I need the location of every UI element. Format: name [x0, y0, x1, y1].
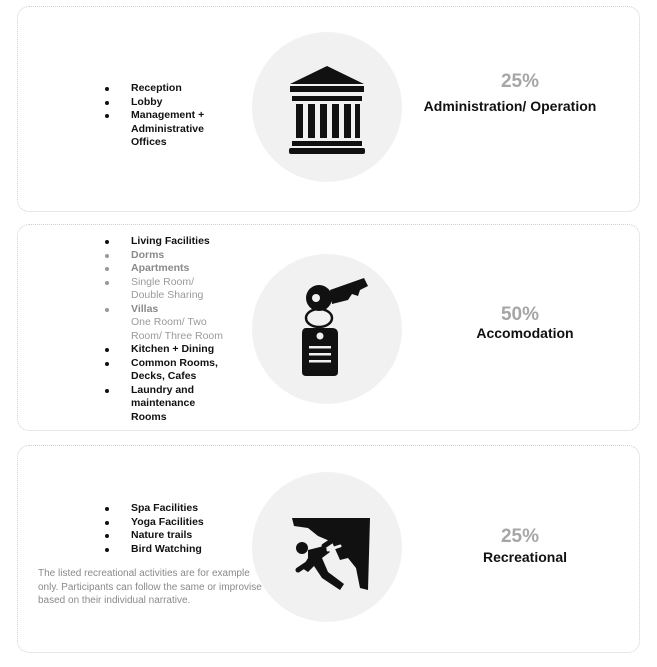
- list-item: One Room/ Two: [131, 316, 207, 328]
- list-item: Apartments: [105, 262, 223, 276]
- administration-list: [105, 82, 204, 150]
- list-item: Villas: [105, 303, 223, 317]
- list-item: Dorms: [105, 249, 223, 263]
- list-item: Rooms: [131, 410, 167, 423]
- list-item: maintenance: [131, 397, 196, 409]
- list-item: Double Sharing: [131, 289, 204, 301]
- list-item: Bird Watching: [105, 543, 204, 557]
- administration-percent: 25%: [500, 71, 540, 92]
- list-item: Offices: [131, 136, 167, 148]
- list-item: Spa Facilities: [105, 502, 204, 516]
- accomodation-title: Accomodation: [476, 325, 574, 341]
- administration-title: Administration/ Operation: [423, 98, 597, 114]
- administration-icon-circle: [252, 32, 402, 182]
- recreational-icon-circle: [252, 472, 402, 622]
- list-item: Laundry and: [105, 384, 223, 398]
- recreational-percent: 25%: [500, 526, 540, 547]
- list-item: Decks, Cafes: [131, 370, 197, 382]
- list-item: Room/ Three Room: [131, 329, 224, 342]
- list-item: Yoga Facilities: [105, 516, 204, 530]
- list-item: Living Facilities: [105, 235, 223, 249]
- bank-building-icon: [252, 32, 402, 182]
- list-item: Kitchen + Dining: [105, 343, 223, 357]
- rock-climber-icon: [252, 472, 402, 622]
- list-item: Common Rooms,: [105, 357, 223, 371]
- key-tag-icon: [252, 254, 402, 404]
- list-item: Administrative: [131, 122, 204, 135]
- accomodation-list: [105, 235, 223, 424]
- recreational-list: [105, 502, 204, 556]
- recreational-title: Recreational: [482, 549, 568, 565]
- list-item: Single Room/: [105, 276, 223, 290]
- list-item: Management +: [105, 109, 204, 123]
- list-item: Lobby: [105, 96, 204, 110]
- list-item: Reception: [105, 82, 204, 96]
- accomodation-percent: 50%: [500, 304, 540, 325]
- accomodation-icon-circle: [252, 254, 402, 404]
- recreational-note: The listed recreational activities are for example only. Participants can follow the same or improvise based on their individual narrative.: [38, 568, 262, 606]
- list-item: Nature trails: [105, 529, 204, 543]
